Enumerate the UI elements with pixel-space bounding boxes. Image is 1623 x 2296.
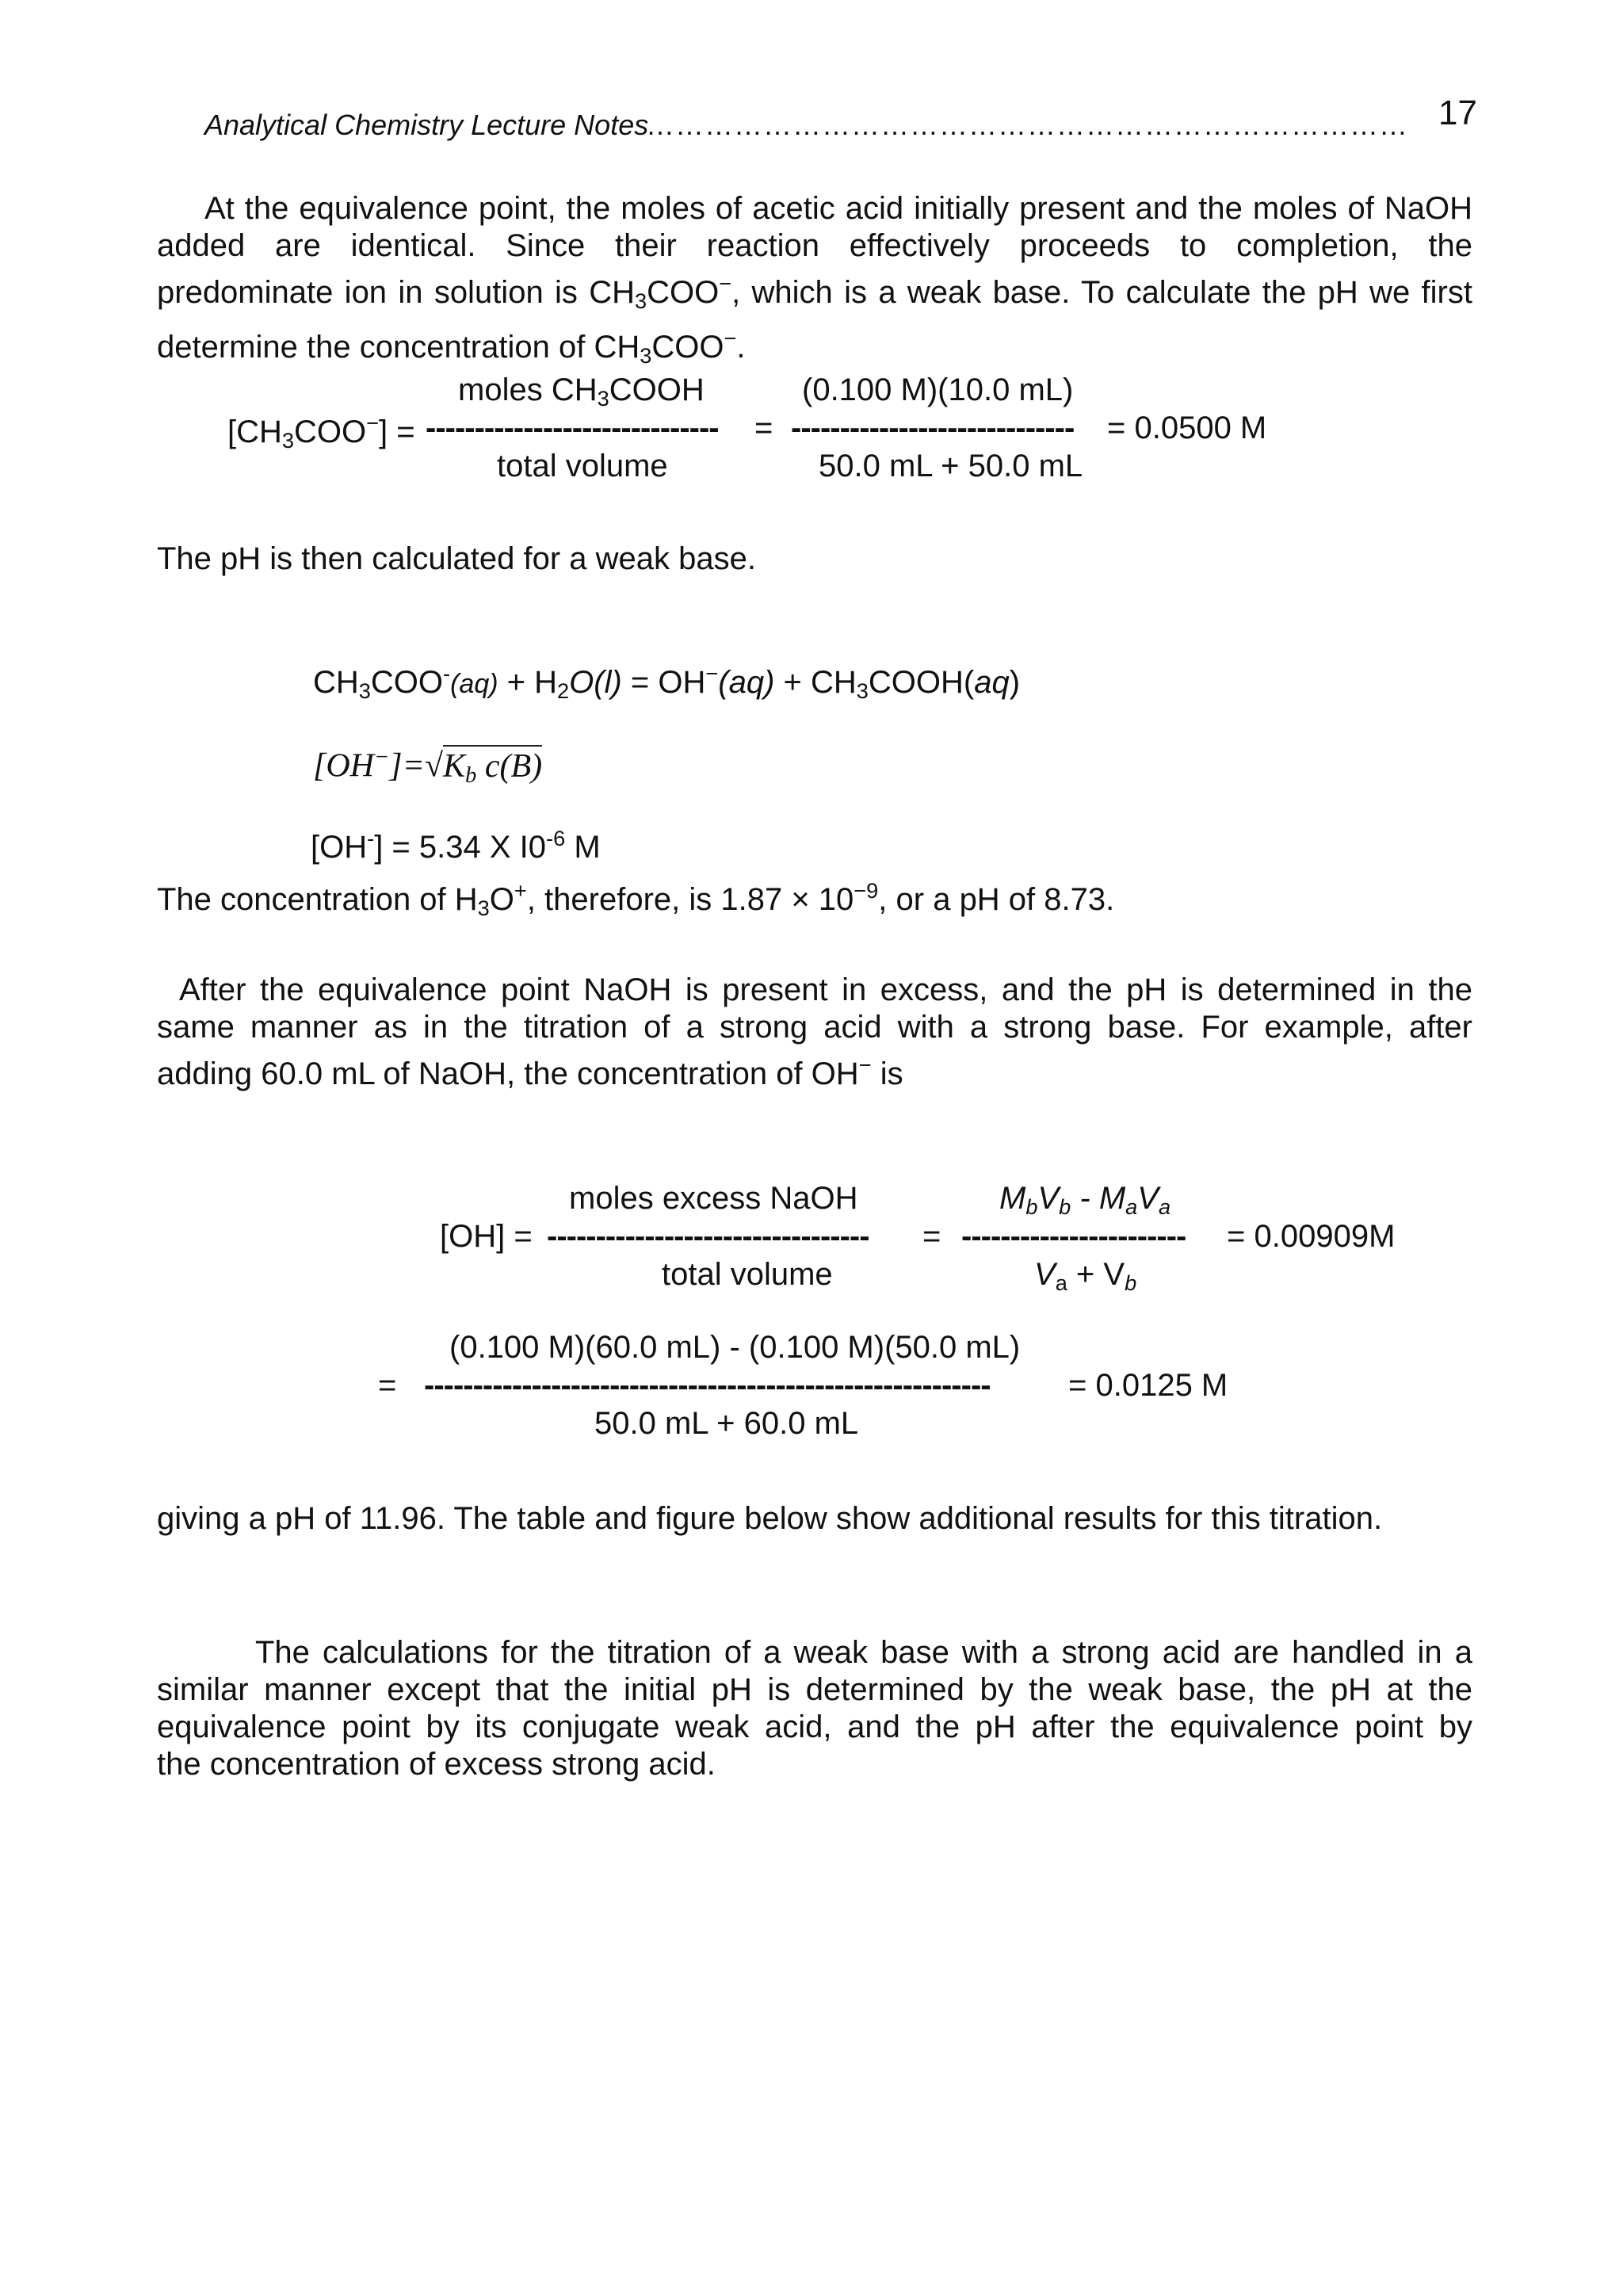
- paragraph-line: equivalence point by its conjugate weak acid, and the pH after the equivalence point by: [157, 1710, 1472, 1744]
- eq2-numerator-right: $M_bV_b - M_aV_a$: [999, 1181, 1171, 1219]
- eq2-lhs: [OH] =: [440, 1219, 533, 1254]
- eq2-fraction-bar-left: ---------------------------------: [547, 1219, 869, 1254]
- paragraph-line: At the equivalence point, the moles of acetic acid initially present and the moles of NaOH: [204, 191, 1472, 226]
- eq1-denominator-right: 50.0 mL + 50.0 mL: [819, 449, 1083, 483]
- running-header-title: Analytical Chemistry Lecture Notes: [204, 109, 649, 141]
- eq1-fraction-bar-left: ------------------------------: [426, 411, 719, 445]
- page-number: 17: [1438, 94, 1477, 132]
- paragraph-ph-result: giving a pH of 11.96. The table and figure below show additional results for this titration.: [157, 1501, 1383, 1536]
- eq1-equals: =: [754, 411, 773, 445]
- eq3-result: = 0.0125 M: [1068, 1368, 1228, 1403]
- paragraph-line: similar manner except that the initial pH is determined by the weak base, the pH at the: [157, 1672, 1472, 1707]
- eq3-fraction-bar: ----------------------------------------------------------: [424, 1368, 991, 1403]
- hydroxide-sqrt-equation: $[OH^-]=√K_b$ c(B): [313, 745, 543, 788]
- sqrt-icon: √: [424, 747, 444, 785]
- eq1-fraction-bar-right: -----------------------------: [791, 411, 1075, 445]
- eq2-numerator-left: moles excess NaOH: [569, 1181, 858, 1216]
- paragraph-line: added are identical. Since their reaction effectively proceeds to completion, the: [157, 228, 1472, 263]
- paragraph-line: predominate ion in solution is $CH_3COO^-$, which is a weak base. To calculate the pH we first: [157, 271, 1472, 313]
- eq1-result: = 0.0500 M: [1107, 411, 1267, 445]
- hydroxide-concentration-result: [OH-] = 5.34 X $I0^{-6}$ M: [311, 826, 601, 865]
- paragraph-line: determine the concentration of $CH_3COO^-$.: [157, 325, 746, 368]
- eq2-denominator-left: total volume: [662, 1257, 833, 1292]
- eq1-numerator-left: moles $CH_3COOH$: [458, 372, 705, 411]
- paragraph-line: After the equivalence point NaOH is present in excess, and the pH is determined in the: [179, 972, 1472, 1007]
- paragraph-hydronium-concentration: The concentration of $H_3O^+$, therefore, is $1.87 \times 10^{-9}$, or a pH of 8.73.: [157, 878, 1115, 920]
- paragraph-line: the concentration of excess strong acid.: [157, 1747, 716, 1782]
- paragraph-equivalence-point: [157, 190, 1472, 374]
- eq2-denominator-right: $V_a + V_b$: [1034, 1257, 1137, 1295]
- running-header-dots: ……………………………………………………………………: [646, 109, 1408, 141]
- paragraph-line: The calculations for the titration of a weak base with a strong acid are handled in a: [255, 1635, 1472, 1670]
- eq3-denominator: 50.0 mL + 60.0 mL: [594, 1406, 859, 1441]
- paragraph-weak-base-intro: The pH is then calculated for a weak base.: [157, 541, 756, 576]
- eq1-denominator-left: total volume: [497, 449, 668, 483]
- eq2-equals: =: [922, 1219, 941, 1254]
- reaction-equation: $CH_3COO^-(aq) + H_2O(l) = OH^-(aq)$ + $CH_3COOH(aq)$: [313, 661, 1021, 703]
- eq3-numerator: (0.100 M)(60.0 mL) - (0.100 M)(50.0 mL): [449, 1330, 1021, 1365]
- paragraph-line: same manner as in the titration of a strong acid with a strong base. For example, after: [157, 1010, 1472, 1045]
- paragraph-after-equivalence: [157, 972, 1472, 1093]
- eq1-lhs: $[CH_3COO^-]$ =: [227, 411, 415, 453]
- paragraph-weak-base-titration: [157, 1634, 1472, 1783]
- eq2-fraction-bar-right: -----------------------: [961, 1219, 1186, 1254]
- eq1-numerator-right: (0.100 M)(10.0 mL): [802, 372, 1074, 407]
- eq3-equals: =: [378, 1368, 397, 1403]
- paragraph-line: adding 60.0 mL of NaOH, the concentration of OH− is: [157, 1052, 903, 1091]
- eq2-result: = 0.00909M: [1227, 1219, 1396, 1254]
